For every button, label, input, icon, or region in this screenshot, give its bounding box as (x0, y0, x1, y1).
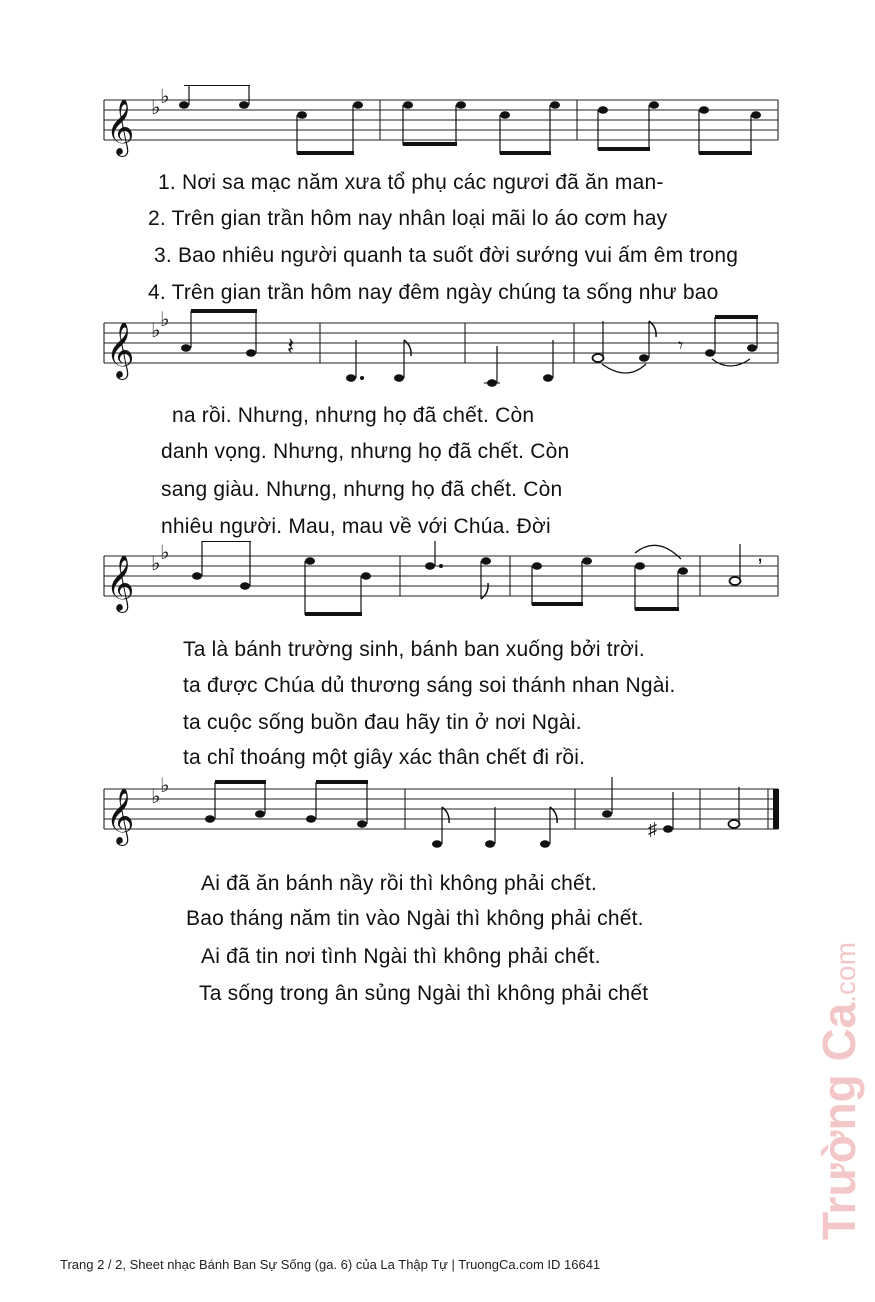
svg-text:♭: ♭ (160, 542, 170, 564)
lyric-s2-verse-1: na rồi. Nhưng, nhưng họ đã chết. Còn (172, 404, 535, 427)
watermark-logo: Trường Ca.com (813, 942, 865, 1240)
lyric-s1-verse-1: 1. Nơi sa mạc năm xưa tổ phụ các ngươi đã ăn man- (158, 171, 664, 194)
svg-text:♭: ♭ (160, 775, 170, 797)
page-footer: Trang 2 / 2, Sheet nhạc Bánh Ban Sự Sống (ga. 6) của La Thập Tự | TruongCa.com ID 16641 (60, 1257, 601, 1272)
svg-text:𝄞: 𝄞 (106, 99, 135, 155)
staff-system-3 (0, 541, 875, 631)
lyric-s4-verse-1: Ai đã ăn bánh nầy rồi thì không phải chết. (201, 872, 598, 895)
svg-text:𝄞: 𝄞 (106, 322, 135, 378)
staff-system-1 (0, 85, 875, 175)
lyric-s1-verse-2: 2. Trên gian trần hôm nay nhân loại mãi lo áo cơm hay (148, 207, 668, 230)
svg-text:♭: ♭ (160, 309, 170, 331)
svg-text:♭: ♭ (151, 320, 161, 342)
staff-system-2 (0, 308, 875, 398)
svg-text:𝄽: 𝄽 (287, 333, 295, 360)
lyric-s3-verse-2: ta được Chúa dủ thương sáng soi thánh nhan Ngài. (183, 674, 676, 697)
svg-text:♭: ♭ (160, 86, 170, 108)
lyric-s4-verse-3: Ai đã tin nơi tình Ngài thì không phải chết. (201, 945, 601, 968)
lyric-s2-verse-4: nhiêu người. Mau, mau về với Chúa. Đời (161, 515, 551, 538)
lyric-s1-verse-4: 4. Trên gian trần hôm nay đêm ngày chúng ta sống như bao (148, 281, 719, 304)
svg-text:♯: ♯ (648, 819, 657, 839)
lyric-s3-verse-4: ta chỉ thoáng một giây xác thân chết đi rồi. (183, 746, 586, 769)
staff-system-4 (0, 774, 875, 864)
lyric-s3-verse-1: Ta là bánh trường sinh, bánh ban xuống bởi trời. (183, 638, 645, 661)
lyric-s2-verse-2: danh vọng. Nhưng, nhưng họ đã chết. Còn (161, 440, 570, 463)
lyric-s4-verse-2: Bao tháng năm tin vào Ngài thì không phải chết. (186, 907, 644, 930)
svg-text:𝄞: 𝄞 (106, 555, 135, 611)
lyric-s2-verse-3: sang giàu. Nhưng, nhưng họ đã chết. Còn (161, 478, 563, 501)
lyric-s1-verse-3: 3. Bao nhiêu người quanh ta suốt đời sướng vui ấm êm trong (154, 244, 739, 267)
svg-text:,: , (757, 541, 764, 566)
lyric-s4-verse-4: Ta sống trong ân sủng Ngài thì không phải chết (199, 982, 649, 1005)
svg-text:𝄾: 𝄾 (678, 335, 684, 357)
svg-text:𝄞: 𝄞 (106, 788, 135, 844)
svg-text:♭: ♭ (151, 786, 161, 808)
lyric-s3-verse-3: ta cuộc sống buồn đau hãy tin ở nơi Ngài. (183, 711, 582, 734)
svg-text:♭: ♭ (151, 97, 161, 119)
svg-text:♭: ♭ (151, 553, 161, 575)
